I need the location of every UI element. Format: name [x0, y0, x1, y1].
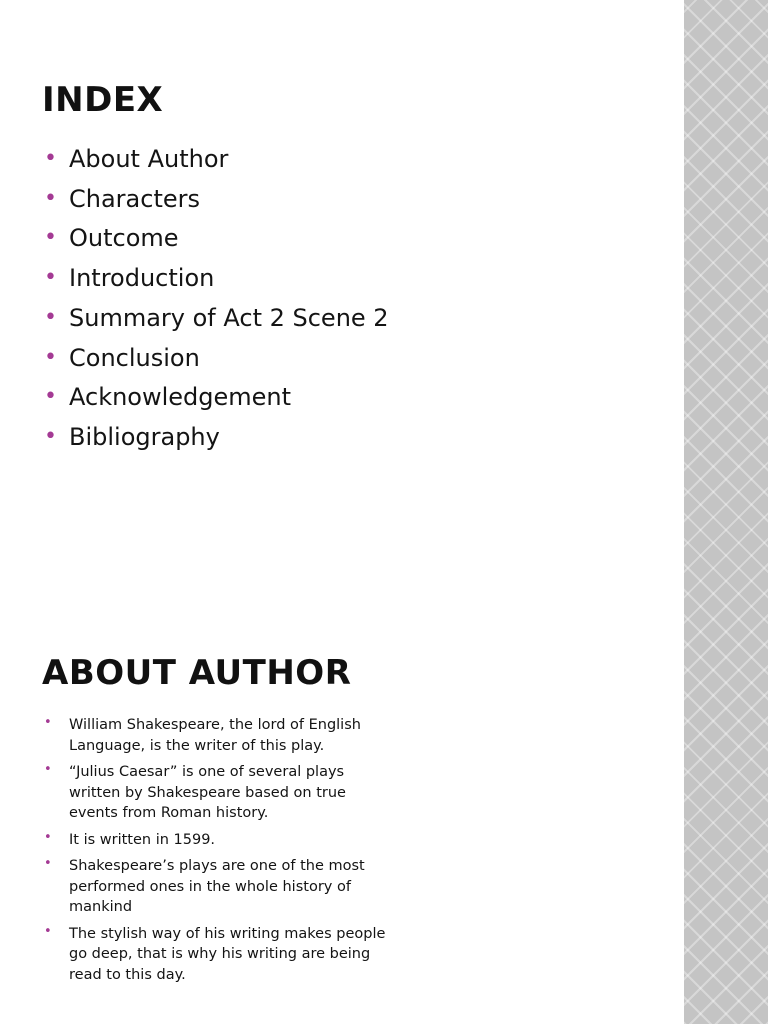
index-slide	[0, 0, 684, 512]
index-item-label: Introduction	[69, 264, 215, 293]
about-author-title: ABOUT AUTHOR	[42, 653, 352, 693]
bullet-icon: •	[44, 829, 52, 845]
bullet-icon: •	[44, 304, 57, 330]
index-item-label: About Author	[69, 145, 229, 173]
bullet-icon: •	[44, 715, 52, 730]
index-title: INDEX	[42, 80, 164, 120]
index-item-characters	[42, 180, 389, 220]
index-item-acknowledgement	[42, 378, 389, 418]
index-item-label: Characters	[69, 184, 200, 213]
index-item-label: Bibliography	[69, 422, 220, 451]
index-item-introduction	[42, 259, 389, 299]
decorative-side-band	[684, 0, 768, 1024]
bullet-icon: •	[44, 923, 52, 939]
index-item-bibliography	[42, 418, 389, 458]
list-item	[42, 924, 392, 986]
index-item-label: Conclusion	[69, 343, 200, 372]
index-item-label: Outcome	[69, 224, 179, 253]
index-list	[42, 140, 389, 458]
index-item-outcome	[42, 219, 389, 259]
list-item	[42, 830, 392, 851]
bullet-icon: •	[44, 856, 52, 871]
bullet-icon: •	[44, 423, 57, 449]
index-item-label: Summary of Act 2 Scene 2	[69, 303, 389, 332]
list-item-text: Shakespeare’s plays are one of the most performed ones in the whole history of mankind	[69, 858, 365, 915]
bullet-icon: •	[44, 762, 52, 777]
bullet-icon: •	[44, 384, 57, 410]
index-item-about-author	[42, 140, 389, 180]
list-item-text: William Shakespeare, the lord of English Language, is the writer of this play.	[69, 717, 361, 754]
bullet-icon: •	[44, 344, 57, 370]
bullet-icon: •	[44, 185, 57, 211]
list-item	[42, 856, 392, 918]
list-item-text: “Julius Caesar” is one of several plays written by Shakespeare based on true events from Roman history.	[69, 764, 346, 821]
list-item-text: It is written in 1599.	[69, 831, 216, 848]
index-item-conclusion	[42, 339, 389, 379]
list-item	[42, 715, 392, 756]
index-item-label: Acknowledgement	[69, 383, 292, 412]
bullet-icon: •	[44, 225, 57, 251]
list-item-text: The stylish way of his writing makes people go deep, that is why his writing are being read to this day.	[69, 925, 386, 983]
bullet-icon: •	[44, 146, 57, 171]
about-author-list	[42, 715, 392, 991]
bullet-icon: •	[44, 265, 57, 291]
index-item-summary	[42, 299, 389, 339]
list-item	[42, 762, 392, 824]
